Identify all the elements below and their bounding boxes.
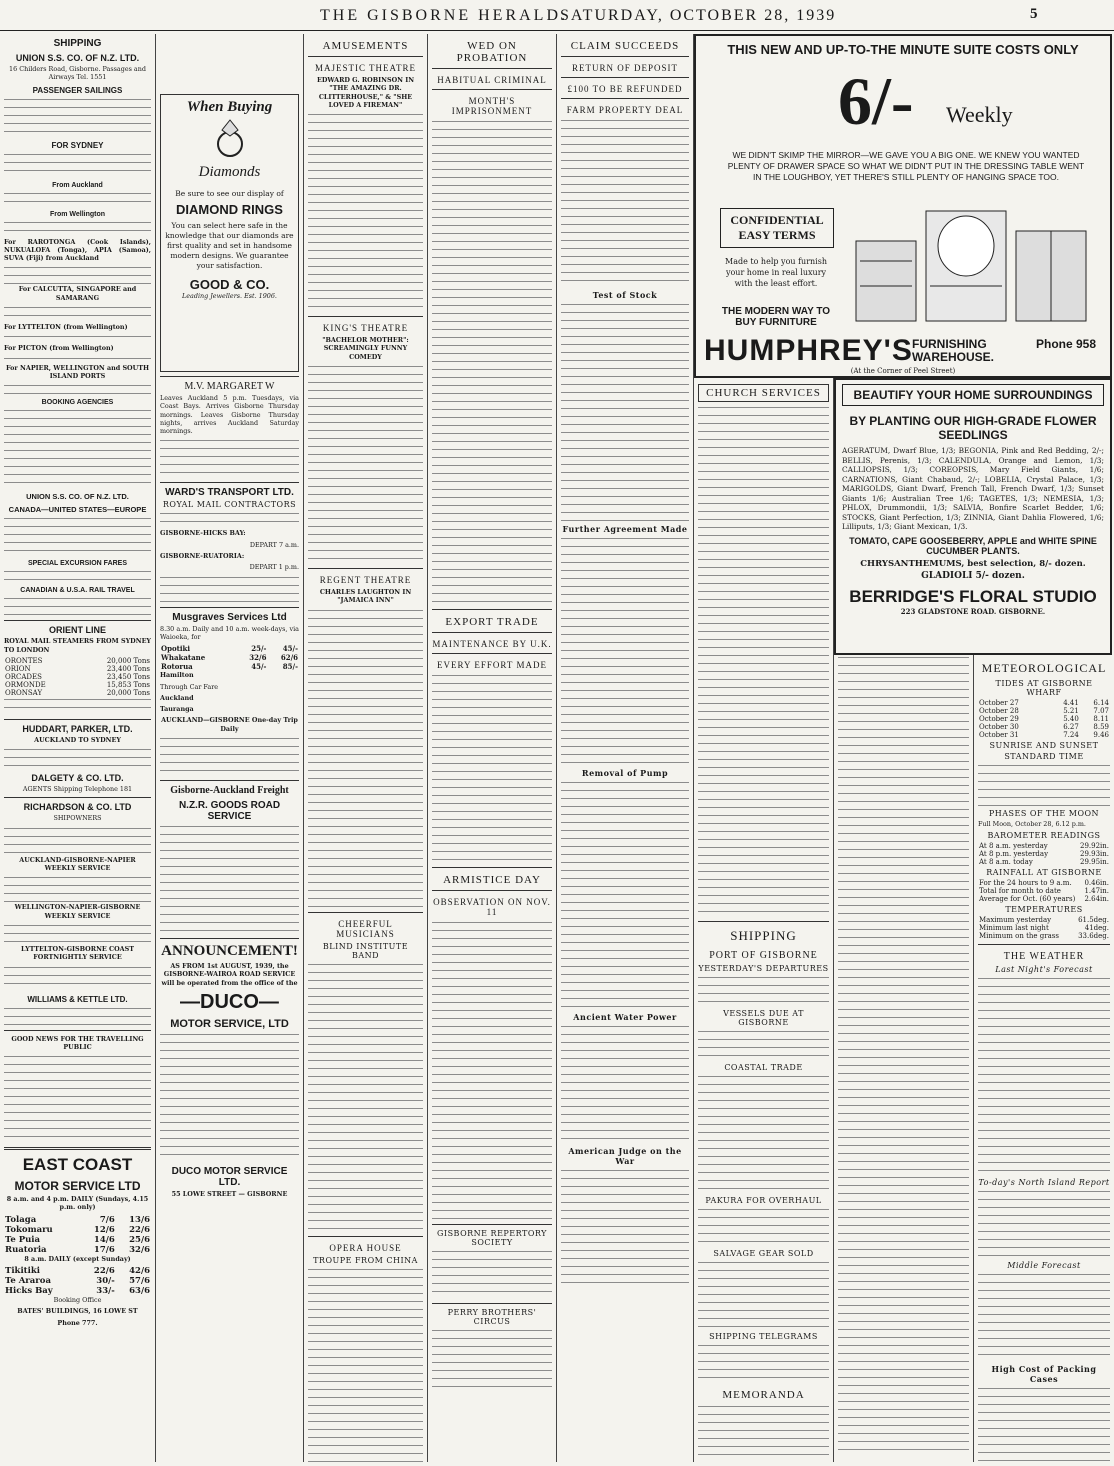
musgraves-fares: [160, 644, 299, 671]
huddart-subheading: AUCKLAND TO SYDNEY: [34, 735, 121, 744]
suite-tagline: WE DIDN'T SKIMP THE MIRROR—WE GAVE YOU A BIG ONE. WE KNEW YOU WANTED PLENTY OF DRAWER SPACE SO WHAT WE DIDN'T PUT IN THE DRESSING TABLE WENT IN THE LOUGHBOY, YET THERE'S STILL PLENTY OF HANGING SPACE TOO.: [727, 150, 1085, 182]
fares-table: [4, 1215, 151, 1255]
text-block: [698, 1343, 829, 1383]
port-column: [834, 655, 974, 1462]
amusements-heading: AMUSEMENTS: [322, 40, 409, 52]
text-block: [4, 1054, 151, 1142]
hicks-route: GISBORNE-HICKS BAY:: [160, 529, 246, 538]
baro-row: At 8 a.m. today 29.95in.: [979, 858, 1109, 867]
article-text: [308, 962, 423, 1232]
text-block: [4, 220, 151, 238]
suite-heading: THIS NEW AND UP-TO-THE MINUTE SUITE COSTS ONLY: [727, 42, 1079, 57]
huddart-heading: HUDDART, PARKER, LTD.: [22, 723, 133, 734]
every-heading: EVERY EFFORT MADE: [437, 660, 547, 670]
sunrise-heading: SUNRISE AND SUNSET: [989, 741, 1099, 750]
fare-row: Tokomaru 12/6 22/6: [5, 1224, 150, 1235]
tide-row: October 27 4.41 6.14: [979, 699, 1109, 707]
auckland-heading: From Auckland: [52, 181, 103, 189]
richardson-subheading: SHIPOWNERS: [53, 814, 102, 823]
text-block: [160, 575, 299, 603]
tides-heading: TIDES AT GISBORNE WHARF: [995, 679, 1093, 697]
text-block: [4, 596, 151, 616]
barometer-table: [978, 842, 1110, 866]
text-block: [4, 516, 151, 556]
excursion-heading: SPECIAL EXCURSION FARES: [27, 560, 128, 568]
napier-weekly-heading: AUCKLAND-GISBORNE-NAPIER WEEKLY SERVICE: [19, 855, 136, 873]
rain-row: For the 24 hours to 9 a.m. 0.46in.: [979, 879, 1109, 888]
lyttelton-heading: For LYTTELTON (from Wellington): [4, 323, 128, 332]
diamond-ring-icon: [185, 116, 275, 160]
article-text: [561, 780, 689, 1010]
article-text: [561, 1024, 689, 1144]
fare-row: Whakatane 32/6 62/6: [161, 653, 298, 663]
newspaper-title: THE GISBORNE HERALD.: [320, 7, 568, 24]
article-text: [432, 673, 552, 863]
text-block: [4, 383, 151, 395]
bates-phone: Phone 777.: [57, 1318, 98, 1327]
amusements-column: [304, 34, 428, 1462]
weather-heading: THE WEATHER: [1003, 951, 1085, 963]
farm-heading: FARM PROPERTY DEAL: [566, 105, 684, 115]
article-text: [308, 608, 423, 908]
shipping-column: [0, 34, 156, 1462]
rarotonga-heading: For RAROTONGA (Cook Islands), NUKUALOFA (Tonga), APIA (Samoa), SUVA (Fiji) from Auckland: [4, 237, 151, 263]
text-block: [4, 265, 151, 285]
tide-row: October 30 6.27 8.59: [979, 723, 1109, 731]
berridge-address: 223 GLADSTONE ROAD. GISBORNE.: [900, 606, 1046, 616]
east-coast-heading: EAST COAST: [22, 1155, 133, 1175]
motor-service-heading: MOTOR SERVICE LTD: [14, 1179, 141, 1194]
pakura-heading: PAKURA FOR OVERHAUL: [705, 1196, 822, 1205]
duco-footer: DUCO MOTOR SERVICE LTD.: [171, 1165, 288, 1188]
refunded-heading: £100 TO BE REFUNDED: [567, 84, 683, 94]
barometer-heading: BAROMETER READINGS: [987, 831, 1101, 841]
article-text: [561, 302, 689, 522]
temp-row: Minimum last night 41deg.: [979, 924, 1109, 933]
orient-subheading: ROYAL MAIL STEAMERS FROM SYDNEY TO LONDON: [4, 637, 151, 654]
suite-modern: THE MODERN WAY TO BUY FURNITURE: [721, 306, 831, 328]
musgraves-heading: Musgraves Services Ltd: [172, 611, 287, 623]
article-text: [432, 119, 552, 605]
text-block: [4, 875, 151, 903]
text-block: [4, 747, 151, 769]
further-heading: Further Agreement Made: [562, 524, 688, 534]
masthead: [0, 0, 1114, 31]
richardson-heading: RICHARDSON & CO. LTD: [23, 802, 132, 813]
article-text: [561, 536, 689, 766]
picton-heading: For PICTON (from Wellington): [4, 344, 114, 353]
wellington-weekly-heading: WELLINGTON-NAPIER-GISBORNE WEEKLY SERVICE: [14, 903, 141, 920]
article-text: [308, 112, 423, 312]
export-heading: EXPORT TRADE: [445, 616, 539, 628]
tomato-line: TOMATO, CAPE GOOSEBERRY, APPLE and WHITE SPINE CUCUMBER PLANTS.: [849, 535, 1097, 556]
return-heading: RETURN OF DEPOSIT: [571, 63, 678, 73]
court-column: [557, 34, 694, 1462]
church-heading: CHURCH SERVICES: [698, 384, 829, 402]
met-heading: METEOROLOGICAL: [981, 661, 1107, 675]
tide-row: October 28 5.21 7.07: [979, 707, 1109, 715]
majestic-subheading: EDWARD G. ROBINSON IN "THE AMAZING DR. CLITTERHOUSE," & "SHE LOVED A FIREMAN": [316, 76, 415, 109]
temp-row: Maximum yesterday 61.5deg.: [979, 916, 1109, 925]
passenger-heading: PASSENGER SAILINGS: [32, 85, 123, 95]
ancient-heading: Ancient Water Power: [573, 1012, 677, 1022]
text-block: [4, 334, 151, 344]
todays-heading: To-day's North Island Report: [978, 1178, 1110, 1188]
tauranga-route: Tauranga: [160, 705, 194, 714]
booking-office: Booking Office: [53, 1296, 102, 1305]
suite-weekly: Weekly: [946, 102, 1013, 127]
text-block: [978, 1272, 1110, 1362]
ruatoria-time: DEPART 1 p.m.: [249, 563, 299, 572]
page-number: 5: [1030, 6, 1038, 22]
temp-row: Minimum on the grass 33.6deg.: [979, 932, 1109, 941]
news-column: [428, 34, 557, 1462]
rainfall-heading: RAINFALL AT GISBORNE: [986, 868, 1102, 878]
observation-heading: OBSERVATION ON NOV. 11: [433, 897, 551, 917]
gladioli-line: GLADIOLI 5/- dozen.: [921, 570, 1025, 581]
rainfall-table: [978, 879, 1110, 903]
vessels-heading: VESSELS DUE AT GISBORNE: [723, 1009, 804, 1027]
packing-heading: High Cost of Packing Cases: [991, 1364, 1097, 1385]
berridge-name: BERRIDGE'S FLORAL STUDIO: [849, 586, 1097, 606]
wards-heading: WARD'S TRANSPORT LTD.: [165, 487, 294, 499]
chrysanthemum-line: CHRYSANTHEMUMS, best selection, 8/- dozen.: [860, 558, 1086, 569]
opera-subheading: TROUPE FROM CHINA: [313, 1255, 418, 1265]
church-shipping-column: [694, 378, 834, 1462]
text-block: [4, 697, 151, 715]
kings-heading: KING'S THEATRE: [322, 323, 409, 334]
text-block: [978, 1189, 1110, 1259]
text-block: [4, 826, 151, 856]
orient-ships: [4, 657, 151, 697]
american-heading: American Judge on the War: [568, 1146, 682, 1166]
regent-heading: REGENT THEATRE: [319, 575, 412, 586]
text-block: [4, 97, 151, 137]
habitual-heading: HABITUAL CRIMINAL: [437, 75, 547, 85]
orient-heading: ORIENT LINE: [48, 625, 106, 636]
humphreys-name: HUMPHREY'S: [704, 334, 913, 367]
text-block: [698, 1207, 829, 1247]
duco-subheading: MOTOR SERVICE, LTD: [170, 1017, 289, 1030]
text-block: [4, 152, 151, 178]
text-block: [4, 356, 151, 364]
text-block: [4, 1006, 151, 1026]
canadian-heading: CANADIAN & U.S.A. RAIL TRAVEL: [20, 587, 135, 595]
daily-service: 8 a.m. DAILY (except Sunday): [24, 1254, 131, 1263]
fare-row: Ruatoria 17/6 32/6: [5, 1244, 150, 1255]
text-block: [160, 1032, 299, 1162]
baro-row: At 8 p.m. yesterday 29.93in.: [979, 850, 1109, 859]
article-text: [561, 1168, 689, 1288]
tide-row: October 29 5.40 8.11: [979, 715, 1109, 723]
port-heading: PORT OF GISBORNE: [709, 950, 818, 961]
union-heading: UNION S.S. CO. OF N.Z. LTD.: [15, 53, 140, 63]
humphreys-ad: [694, 34, 1112, 378]
tides-table: [978, 699, 1110, 739]
napier-heading: For NAPIER, WELLINGTON and SOUTH ISLAND PORTS: [5, 363, 149, 380]
article-text: [561, 118, 689, 288]
ad-heading: When Buying: [186, 99, 273, 115]
wed-heading: WED ON PROBATION: [456, 40, 528, 64]
williams-heading: WILLIAMS & KETTLE LTD.: [27, 994, 128, 1004]
dalgety-heading: DALGETY & CO. LTD.: [31, 773, 124, 784]
article-text: [432, 1328, 552, 1388]
fare-row: Te Puia 14/6 25/6: [5, 1234, 150, 1245]
berridge-ad: [834, 378, 1112, 655]
dalgety-subheading: AGENTS Shipping Telephone 181: [22, 785, 133, 794]
ad-text: You can select here safe in the knowledge that our diamonds are first quality and set in handsome modern designs. We guarantee your satisfaction.: [165, 221, 294, 270]
ship-row: ORONTES 20,000 Tons: [5, 656, 150, 665]
union-heading-2: UNION S.S. CO. OF N.Z. LTD.: [26, 492, 129, 502]
kings-subheading: "BACHELOR MOTHER": SCREAMINGLY FUNNY COMEDY: [322, 336, 409, 361]
removal-heading: Removal of Pump: [581, 768, 669, 778]
fares-table-2: [4, 1266, 151, 1296]
announcement-heading: ANNOUNCEMENT!: [161, 943, 298, 960]
armistice-heading: ARMISTICE DAY: [443, 874, 541, 886]
text-block: [4, 191, 151, 207]
wards-subheading: ROYAL MAIL CONTRACTORS: [162, 500, 297, 510]
hicks-time: DEPART 7 a.m.: [249, 540, 299, 549]
ad-firm-sub: Leading Jewellers. Est. 1906.: [182, 292, 277, 300]
text-block: [160, 511, 299, 529]
margaret-text: Leaves Auckland 5 p.m. Tuesdays, via Coast Bays. Arrives Gisborne Thursday mornings. Leaves Gisborne Thursday nights, arrives Auckland Saturday mornings.: [160, 394, 299, 436]
transport-column: [156, 34, 304, 1462]
duco-address: 55 LOWE STREET — GISBORNE: [171, 1189, 288, 1198]
ruatoria-route: GISBORNE-RUATORIA:: [160, 552, 245, 561]
departures-heading: YESTERDAY'S DEPARTURES: [698, 964, 829, 973]
cheerful-subheading: BLIND INSTITUTE BAND: [322, 941, 409, 960]
ad-script: Diamonds: [198, 164, 261, 180]
memoranda-heading: MEMORANDA: [722, 1389, 805, 1401]
text-block: [160, 736, 299, 776]
article-text: [432, 920, 552, 1220]
church-listings: [698, 405, 829, 917]
fare-row: Tolaga 7/6 13/6: [5, 1214, 150, 1225]
planting-heading: BY PLANTING OUR HIGH-GRADE FLOWER SEEDLINGS: [849, 414, 1097, 442]
text-block: [4, 923, 151, 945]
announcement-sub: AS FROM 1st AUGUST, 1939, the GISBORNE-WAIROA ROAD SERVICE will be operated from the office of the: [161, 962, 298, 987]
lyttelton-fortnightly-heading: LYTTELTON-GISBORNE COAST FORTNIGHTLY SERVICE: [21, 944, 134, 962]
temps-heading: TEMPERATURES: [1005, 905, 1083, 915]
musgraves-subheading: 8.30 a.m. Daily and 10 a.m. week-days, via Waioeka, for: [160, 624, 299, 641]
month-heading: MONTH'S IMPRISONMENT: [451, 96, 533, 116]
claim-heading: CLAIM SUCCEEDS: [570, 40, 680, 52]
full-moon: Full Moon, October 28, 6.12 p.m.: [978, 820, 1086, 828]
ship-row: ORMONDE 15,853 Tons: [5, 680, 150, 689]
text-block: [978, 763, 1110, 807]
article-text: [432, 1249, 552, 1299]
lastnight-heading: Last Night's Forecast: [995, 965, 1093, 975]
circus-heading: PERRY BROTHERS' CIRCUS: [447, 1308, 537, 1326]
freight-heading: Gisborne-Auckland Freight: [170, 785, 289, 797]
ad-firm: GOOD & CO.: [189, 277, 270, 292]
article-text: [308, 1267, 423, 1462]
diamond-ad: [160, 94, 299, 372]
confidential-box: CONFIDENTIAL EASY TERMS: [720, 208, 834, 248]
phases-heading: PHASES OF THE MOON: [988, 809, 1100, 818]
cheerful-heading: CHEERFUL MUSICIANS: [336, 918, 395, 939]
section-heading: SHIPPING: [53, 38, 102, 49]
suite-price: 6/-: [838, 63, 914, 139]
service-times: 8 a.m. and 4 p.m. DAILY (Sundays, 4.15 p.m. only): [6, 1195, 149, 1212]
temps-table: [978, 916, 1110, 940]
ship-row: ORION 23,400 Tons: [5, 664, 150, 673]
weather-column: [974, 655, 1114, 1462]
fare-row: Tikitiki 22/6 42/6: [5, 1266, 150, 1277]
telegrams-heading: SHIPPING TELEGRAMS: [709, 1332, 818, 1341]
text-block: [698, 1404, 829, 1462]
text-block: [978, 976, 1110, 1176]
fare-row: Hicks Bay 33/- 63/6: [5, 1286, 150, 1297]
baro-row: At 8 a.m. yesterday 29.92in.: [979, 842, 1109, 851]
sydney-heading: FOR SYDNEY: [51, 140, 104, 150]
text-block: [698, 1074, 829, 1194]
article-text: [308, 364, 423, 564]
fare-row: Rotorua 45/- 85/-: [161, 662, 298, 672]
auckland-route: Auckland: [160, 693, 194, 702]
text-block: [4, 408, 151, 488]
margaret-heading: M.V. MARGARET W: [184, 381, 275, 392]
wellington-heading: From Wellington: [49, 210, 106, 218]
humphreys-warehouse: FURNISHING WAREHOUSE.: [912, 337, 995, 364]
regent-subheading: CHARLES LAUGHTON IN "JAMAICA INN": [319, 588, 412, 605]
nzr-heading: N.Z.R. GOODS ROAD SERVICE: [178, 800, 281, 823]
text-block: [978, 1386, 1110, 1462]
middle-heading: Middle Forecast: [1007, 1261, 1081, 1271]
oneday-trip: AUCKLAND—GISBORNE One-day Trip Daily: [161, 716, 298, 733]
booking-heading: BOOKING AGENCIES: [41, 399, 114, 407]
duco-heading: —DUCO—: [180, 990, 279, 1013]
text-block: [160, 438, 299, 478]
ad-body: Be sure to see our display of: [175, 189, 284, 198]
test-heading: Test of Stock: [592, 290, 658, 300]
text-block: [698, 975, 829, 1007]
humphreys-corner: (At the Corner of Peel Street): [850, 367, 956, 375]
union-address: 16 Childers Road, Gisborne. Passages and Airways Tel. 1551: [9, 65, 146, 82]
text-block: [838, 655, 969, 1455]
majestic-heading: MAJESTIC THEATRE: [314, 63, 417, 73]
fare-row: Opotiki 25/- 45/-: [161, 644, 298, 654]
suite-made: Made to help you furnish your home in real luxury with the least effort.: [725, 257, 827, 288]
fare-row: Te Araroa 30/- 57/6: [5, 1276, 150, 1287]
ship-row: ORCADES 23,450 Tons: [5, 672, 150, 681]
maintenance-heading: MAINTENANCE BY U.K.: [432, 639, 552, 649]
issue-date: SATURDAY, OCTOBER 28, 1939: [560, 7, 837, 24]
ad-big: DIAMOND RINGS: [176, 202, 283, 217]
hamilton-route: Hamilton: [160, 671, 194, 680]
text-block: [698, 1260, 829, 1330]
shipping-heading: SHIPPING: [730, 928, 797, 943]
rain-row: Total for month to date 1.47in.: [979, 887, 1109, 896]
salvage-heading: SALVAGE GEAR SOLD: [713, 1249, 814, 1258]
text-block: [698, 1029, 829, 1061]
through-fare: Through Car Fare: [160, 682, 219, 691]
text-block: [4, 965, 151, 991]
coastal-heading: COASTAL TRADE: [724, 1063, 803, 1072]
bedroom-suite-icon: [846, 201, 1096, 331]
calcutta-heading: For CALCUTTA, SINGAPORE and SAMARANG: [18, 285, 137, 302]
tide-row: October 31 7.24 9.46: [979, 731, 1109, 739]
rain-row: Average for Oct. (60 years) 2.64in.: [979, 895, 1109, 904]
good-news-heading: GOOD NEWS FOR THE TRAVELLING PUBLIC: [11, 1034, 144, 1051]
ship-row: ORONSAY 20,000 Tons: [5, 688, 150, 697]
standard-heading: STANDARD TIME: [1004, 752, 1084, 761]
bates-address: BATES' BUILDINGS, 16 LOWE ST: [17, 1307, 138, 1316]
seedling-list: AGERATUM, Dwarf Blue, 1/3; BEGONIA, Pink and Red Bedding, 2/-; BELLIS, Perenis, 1/3; CALENDULA, Orange and Lemon, 1/3; CALLIOPSIS, 1/3; COREOPSIS, Mary Field Giants, 1/6; CARNATIONS, Giant Chabaud, 2/-; LOBELIA, Crystal Palace, 1/3; MARIGOLDS, Giant Dwarf, French Tall, French Dwarf, 1/3; Sunset Giants 1/6; Australian Tree 1/6; TAGETES, 1/3; NEMESIA, 1/3; PHLOX, Drummondii, 1/3; SALVIA, Bonfire Scarlet Bedder, 1/6; STOCKS, Giant Perfection, 1/3; ZINNIA, Giant Dahlia Flowered, 1/6; Lilliputs, 1/3; Giant Mexican, 1/3.: [842, 446, 1104, 531]
text-block: [4, 569, 151, 583]
humphreys-phone: Phone 958: [1036, 337, 1097, 351]
opera-heading: OPERA HOUSE: [329, 1242, 402, 1253]
canada-heading: CANADA—UNITED STATES—EUROPE: [8, 505, 147, 515]
text-block: [4, 305, 151, 323]
repertory-heading: GISBORNE REPERTORY SOCIETY: [437, 1229, 547, 1247]
text-block: [160, 824, 299, 934]
beautify-heading: BEAUTIFY YOUR HOME SURROUNDINGS: [842, 384, 1104, 406]
